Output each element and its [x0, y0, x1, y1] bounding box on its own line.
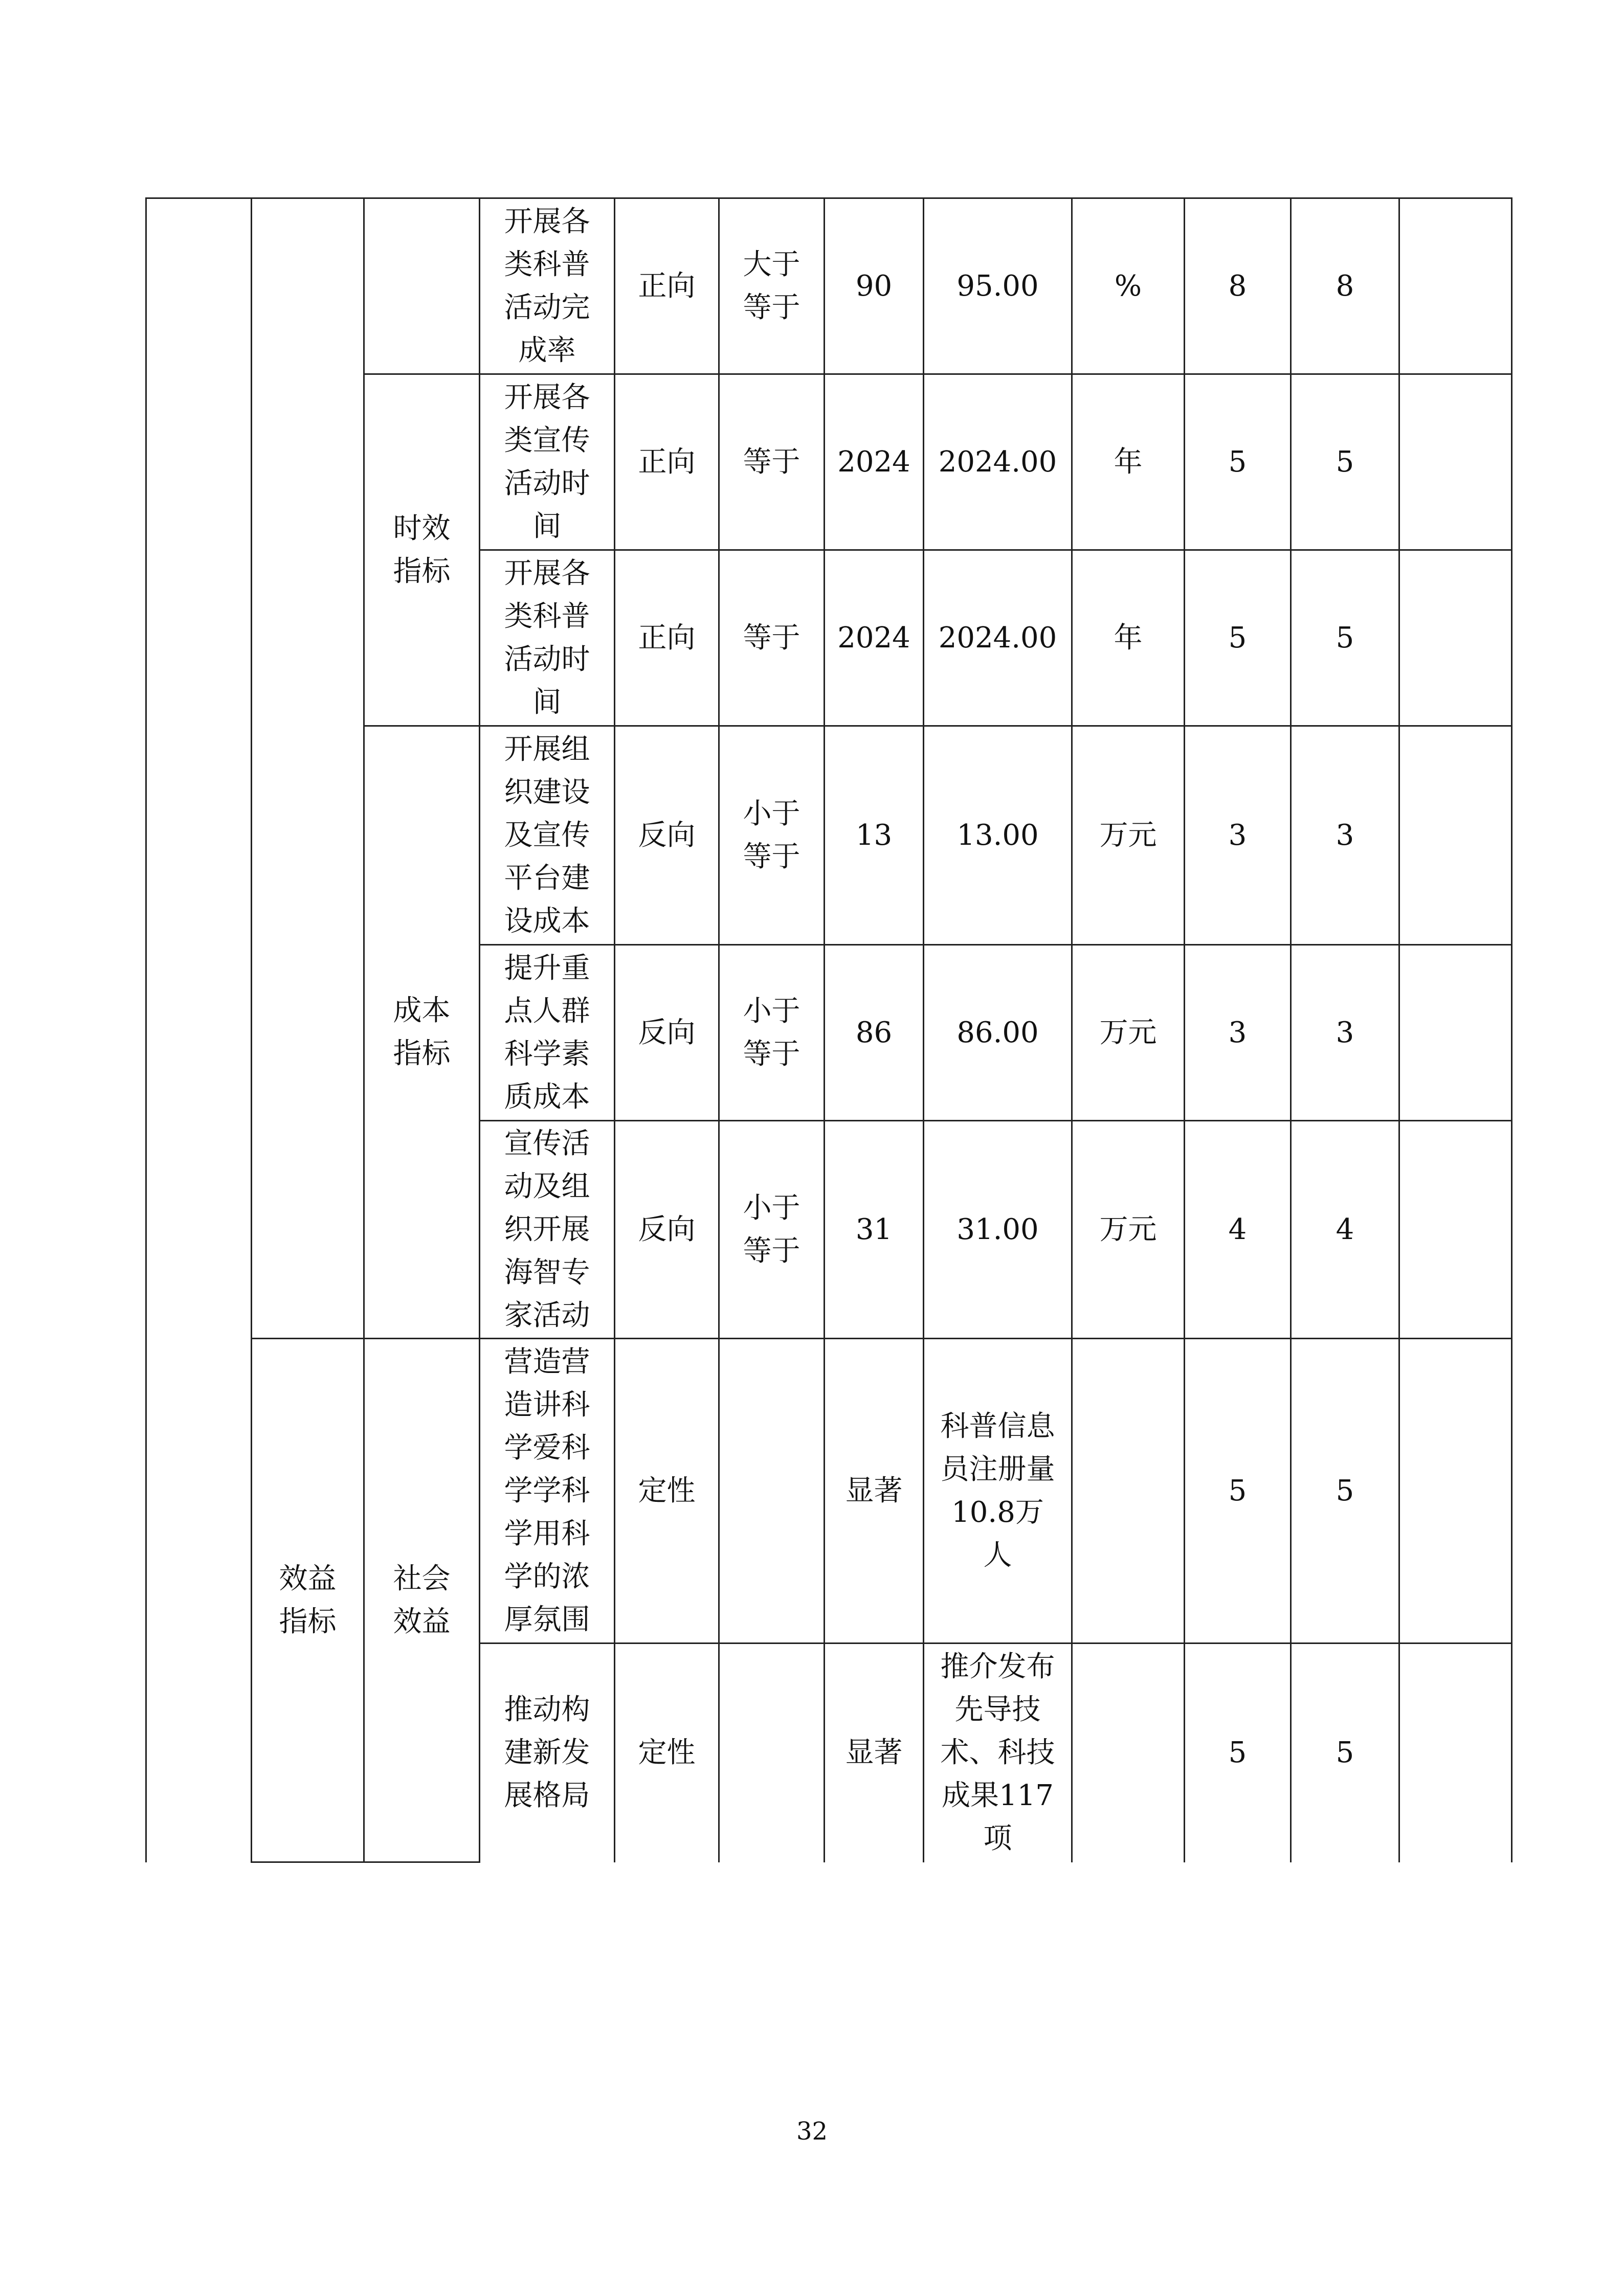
remark	[1399, 198, 1512, 374]
measurement-unit	[1072, 1644, 1185, 1862]
remark	[1399, 1339, 1512, 1644]
actual-value: 2024.00	[924, 374, 1072, 550]
indicator-direction: 定性	[615, 1339, 719, 1644]
remark	[1399, 1121, 1512, 1339]
earned-score: 4	[1291, 1121, 1399, 1339]
target-value: 90	[825, 198, 924, 374]
measurement-unit: 万元	[1072, 726, 1185, 945]
indicator-direction: 反向	[615, 945, 719, 1121]
second-level-indicator-cell	[252, 198, 364, 1339]
weight-score: 5	[1185, 1339, 1291, 1644]
actual-value: 2024.00	[924, 550, 1072, 726]
table-row	[146, 1339, 1512, 1644]
weight-score: 5	[1185, 374, 1291, 550]
remark	[1399, 374, 1512, 550]
indicator-direction: 反向	[615, 726, 719, 945]
remark	[1399, 1644, 1512, 1862]
weight-score: 8	[1185, 198, 1291, 374]
indicator-operator	[719, 1644, 825, 1862]
indicator-name: 开展各类科普活动完成率	[480, 198, 615, 374]
weight-score: 3	[1185, 726, 1291, 945]
indicator-operator: 小于等于	[719, 1121, 825, 1339]
performance-indicator-table	[145, 197, 1512, 1863]
first-level-indicator-cell	[146, 198, 252, 1862]
indicator-direction: 反向	[615, 1121, 719, 1339]
target-value: 86	[825, 945, 924, 1121]
target-value: 显著	[825, 1339, 924, 1644]
table-row	[146, 198, 1512, 374]
target-value: 31	[825, 1121, 924, 1339]
indicator-operator: 小于等于	[719, 726, 825, 945]
weight-score: 5	[1185, 550, 1291, 726]
actual-value: 31.00	[924, 1121, 1072, 1339]
remark	[1399, 550, 1512, 726]
benefit-indicator-group: 效益指标	[252, 1339, 364, 1862]
measurement-unit	[1072, 1339, 1185, 1644]
measurement-unit: %	[1072, 198, 1185, 374]
indicator-operator: 大于等于	[719, 198, 825, 374]
indicator-operator: 等于	[719, 550, 825, 726]
earned-score: 5	[1291, 374, 1399, 550]
actual-value: 95.00	[924, 198, 1072, 374]
page-number: 32	[796, 2117, 828, 2146]
actual-value: 科普信息员注册量10.8万人	[924, 1339, 1072, 1644]
target-value: 2024	[825, 550, 924, 726]
indicator-operator: 等于	[719, 374, 825, 550]
earned-score: 5	[1291, 550, 1399, 726]
target-value: 显著	[825, 1644, 924, 1862]
indicator-name: 开展组织建设及宣传平台建设成本	[480, 726, 615, 945]
indicator-name: 宣传活动及组织开展海智专家活动	[480, 1121, 615, 1339]
timeliness-indicator-group: 时效指标	[364, 374, 480, 726]
cost-indicator-group: 成本指标	[364, 726, 480, 1339]
measurement-unit: 万元	[1072, 1121, 1185, 1339]
earned-score: 3	[1291, 726, 1399, 945]
actual-value: 13.00	[924, 726, 1072, 945]
indicator-direction: 正向	[615, 550, 719, 726]
third-level-indicator-cell	[364, 198, 480, 374]
earned-score: 8	[1291, 198, 1399, 374]
indicator-name: 提升重点人群科学素质成本	[480, 945, 615, 1121]
measurement-unit: 年	[1072, 374, 1185, 550]
earned-score: 5	[1291, 1339, 1399, 1644]
indicator-operator: 小于等于	[719, 945, 825, 1121]
target-value: 13	[825, 726, 924, 945]
indicator-name: 开展各类科普活动时间	[480, 550, 615, 726]
measurement-unit: 年	[1072, 550, 1185, 726]
measurement-unit: 万元	[1072, 945, 1185, 1121]
weight-score: 5	[1185, 1644, 1291, 1862]
indicator-name: 营造营造讲科学爱科学学科学用科学的浓厚氛围	[480, 1339, 615, 1644]
earned-score: 5	[1291, 1644, 1399, 1862]
weight-score: 4	[1185, 1121, 1291, 1339]
target-value: 2024	[825, 374, 924, 550]
indicator-direction: 定性	[615, 1644, 719, 1862]
earned-score: 3	[1291, 945, 1399, 1121]
indicator-name: 开展各类宣传活动时间	[480, 374, 615, 550]
remark	[1399, 726, 1512, 945]
remark	[1399, 945, 1512, 1121]
indicator-operator	[719, 1339, 825, 1644]
actual-value: 推介发布先导技术、科技成果117项	[924, 1644, 1072, 1862]
social-benefit-group: 社会效益	[364, 1339, 480, 1862]
indicator-direction: 正向	[615, 198, 719, 374]
indicator-direction: 正向	[615, 374, 719, 550]
weight-score: 3	[1185, 945, 1291, 1121]
actual-value: 86.00	[924, 945, 1072, 1121]
indicator-name: 推动构建新发展格局	[480, 1644, 615, 1862]
